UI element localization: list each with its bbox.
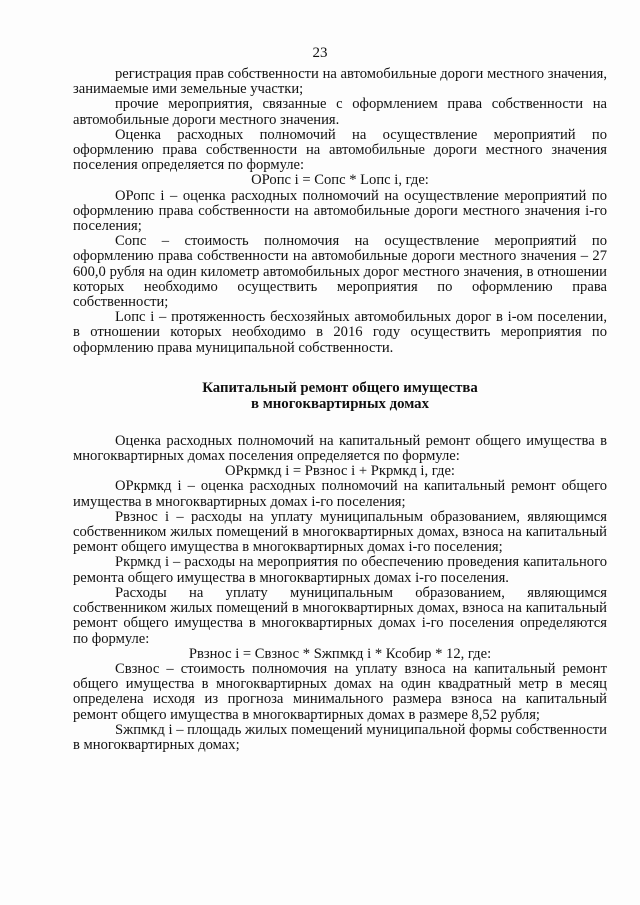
paragraph: Свзнос – стоимость полномочия на уплату взноса на капитальный ремонт общего имущества в многоквартирных домах на один квадратный метр в месяц определена исходя из прогноза минимального размера взноса на капитальный ремонт общего имущества в многоквартирных домах в размере 8,52 рубля; [73, 660, 607, 723]
paragraph: Ркрмкд i – расходы на мероприятия по обеспечению проведения капитального ремонта общего имущества в многоквартирных домах i-го поселения. [73, 554, 607, 586]
heading-line-1: Капитальный ремонт общего имущества [202, 379, 478, 396]
paragraph: Lопс i – протяженность бесхозяйных автомобильных дорог в i-ом поселении, в отношении которых необходимо в 2016 году осуществить мероприятия по оформлению права муниципальной собственности. [73, 309, 607, 356]
paragraph: Оценка расходных полномочий на осуществление мероприятий по оформлению права собственности на автомобильные дороги местного значения поселения определяется по формуле: [73, 126, 607, 174]
heading-line-2: в многоквартирных домах [251, 395, 429, 412]
paragraph: Расходы на уплату муниципальным образованием, являющимся собственником жилых помещений в многоквартирных домах, взноса на капитальный ремонт общего имущества в многоквартирных домах i-го поселения определяются по формуле: [73, 584, 607, 647]
section-before-heading [73, 67, 607, 356]
document-body [73, 67, 607, 753]
paragraph: регистрация прав собственности на автомобильные дороги местного значения, занимаемые ими земельные участки; [73, 66, 607, 98]
paragraph: Рвзнос i – расходы на уплату муниципальным образованием, являющимся собственником жилых помещений в многоквартирных домах, взноса на капитальный ремонт общего имущества в многоквартирных домах i-го поселения; [73, 508, 607, 556]
paragraph: Оценка расходных полномочий на капитальный ремонт общего имущества в многоквартирных домах поселения определяется по формуле: [73, 432, 607, 465]
formula: Рвзнос i = Свзнос * Sжпмкд i * Ксобир * 12, где: [188, 645, 492, 662]
paragraph: ОРопс i – оценка расходных полномочий на осуществление мероприятий по оформлению права собственности на автомобильные дороги местного значения i-го поселения; [73, 187, 607, 235]
section-after-heading [73, 434, 607, 753]
page-number: 23 [312, 45, 328, 61]
paragraph: Сопс – стоимость полномочия на осуществление мероприятий по оформлению права собственности на автомобильные дороги местного значения – 27 600,0 рубля на один километр автомобильных дорог местного значения, в отношении которых необходимо осуществить мероприятия по оформлению права собственности; [73, 233, 607, 311]
section-heading [73, 380, 607, 412]
paragraph: Sжпмкд i – площадь жилых помещений муниципальной формы собственности в многоквартирных домах; [73, 721, 607, 753]
paragraph: ОРкрмкд i – оценка расходных полномочий на капитальный ремонт общего имущества в многоквартирных домах i-го поселения; [73, 478, 607, 510]
formula: ОРопс i = Сопс * Lопс i, где: [251, 172, 429, 189]
paragraph: прочие мероприятия, связанные с оформлением права собственности на автомобильные дороги местного значения. [73, 96, 607, 128]
formula: ОРкрмкд i = Рвзнос i + Ркрмкд i, где: [224, 463, 455, 480]
